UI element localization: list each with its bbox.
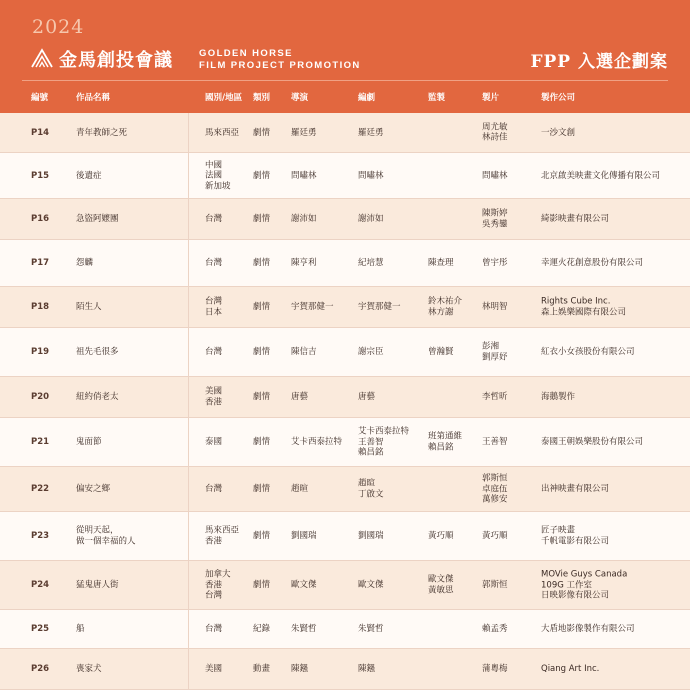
col-header-code: 編號 <box>31 93 49 103</box>
cell-director: 朱賢哲 <box>291 623 317 634</box>
cell-writer: 劉國瑞 <box>358 530 384 541</box>
table-row <box>0 418 690 467</box>
column-divider <box>188 328 189 377</box>
cell-writer: 謝宗臣 <box>358 346 384 357</box>
cell-type: 劇情 <box>253 483 271 494</box>
header-divider <box>22 80 668 81</box>
cell-producer: 林明智 <box>482 301 508 312</box>
column-divider <box>188 512 189 561</box>
cell-company: 出神映畫有限公司 <box>541 483 610 494</box>
cell-type: 劇情 <box>253 170 271 181</box>
cell-writer: 歐文傑 <box>358 579 384 590</box>
cell-writer: 羅廷勇 <box>358 127 384 138</box>
cell-producer: 蒲粵梅 <box>482 663 508 674</box>
cell-writer: 謝沛如 <box>358 213 384 224</box>
cell-region: 加拿大 香港 台灣 <box>205 569 231 601</box>
cell-company: MOVie Guys Canada 109G 工作室 日映影像有限公司 <box>541 569 628 601</box>
cell-region: 馬來西亞 香港 <box>205 525 240 546</box>
table-row <box>0 240 690 287</box>
cell-type: 劇情 <box>253 346 271 357</box>
cell-director: 問嘯林 <box>291 170 317 181</box>
cell-region: 台灣 <box>205 623 223 634</box>
table-row <box>0 377 690 418</box>
cell-director: 艾卡西泰拉特 <box>291 436 343 447</box>
cell-region: 美國 香港 <box>205 386 223 407</box>
cell-code: P15 <box>31 170 50 181</box>
title-chinese: 金馬創投會議 <box>59 50 173 71</box>
cell-code: P18 <box>31 301 50 312</box>
cell-name: 猛鬼唐人街 <box>76 579 119 590</box>
cell-code: P16 <box>31 213 50 224</box>
cell-company: Qiang Art Inc. <box>541 663 600 674</box>
cell-supervisor: 黃巧順 <box>428 530 454 541</box>
table-row <box>0 467 690 512</box>
col-header-supervisor: 監製 <box>428 93 446 103</box>
cell-type: 劇情 <box>253 530 271 541</box>
col-header-type: 類別 <box>253 93 271 103</box>
column-divider <box>188 610 189 649</box>
col-header-company: 製作公司 <box>541 93 576 103</box>
cell-code: P24 <box>31 579 50 590</box>
cell-producer: 陳斯婷 吳秀鑾 <box>482 208 508 229</box>
cell-director: 唐藝 <box>291 391 309 402</box>
cell-region: 馬來西亞 <box>205 127 240 138</box>
cell-writer: 趙暄 丁啟文 <box>358 478 384 499</box>
cell-region: 美國 <box>205 663 223 674</box>
title-english <box>199 48 361 72</box>
cell-producer: 周尤敏 林詩佳 <box>482 122 508 143</box>
cell-code: P23 <box>31 530 50 541</box>
table-row <box>0 287 690 328</box>
cell-region: 台灣 <box>205 257 223 268</box>
cell-writer: 宇賀那健一 <box>358 301 401 312</box>
cell-producer: 賴孟秀 <box>482 623 508 634</box>
fpp-badge: FPP 入選企劃案 <box>530 52 668 72</box>
column-divider <box>188 153 189 199</box>
cell-code: P25 <box>31 623 50 634</box>
cell-type: 劇情 <box>253 391 271 402</box>
table-row <box>0 113 690 153</box>
cell-company: 綺影映畫有限公司 <box>541 213 610 224</box>
cell-code: P26 <box>31 663 50 674</box>
cell-director: 羅廷勇 <box>291 127 317 138</box>
col-header-director: 導演 <box>291 93 309 103</box>
cell-name: 船 <box>76 623 85 634</box>
cell-type: 紀錄 <box>253 623 271 634</box>
cell-writer: 紀培慧 <box>358 257 384 268</box>
cell-supervisor: 歐文傑 黃敏思 <box>428 574 454 595</box>
cell-type: 劇情 <box>253 257 271 268</box>
table-row <box>0 512 690 561</box>
cell-name: 鬼面節 <box>76 436 102 447</box>
cell-director: 陳信吉 <box>291 346 317 357</box>
cell-name: 青年教師之死 <box>76 127 128 138</box>
cell-director: 歐文傑 <box>291 579 317 590</box>
cell-company: 幸運火花創意股份有限公司 <box>541 257 644 268</box>
cell-name: 偏安之鄉 <box>76 483 111 494</box>
cell-writer: 艾卡西泰拉特 王善智 賴昌銘 <box>358 426 410 458</box>
table-row <box>0 199 690 240</box>
cell-name: 祖先毛很多 <box>76 346 119 357</box>
table-row <box>0 328 690 377</box>
cell-name: 陌生人 <box>76 301 102 312</box>
cell-company: 紅衣小女孩股份有限公司 <box>541 346 635 357</box>
col-header-writer: 編劇 <box>358 93 376 103</box>
col-header-producer: 製片 <box>482 93 500 103</box>
cell-region: 台灣 <box>205 213 223 224</box>
title-english-line2: FILM PROJECT PROMOTION <box>199 60 361 71</box>
cell-name: 怨麟 <box>76 257 94 268</box>
cell-director: 宇賀那健一 <box>291 301 334 312</box>
cell-writer: 問嘯林 <box>358 170 384 181</box>
cell-company: 海鵝製作 <box>541 391 576 402</box>
cell-code: P17 <box>31 257 50 268</box>
cell-producer: 曾宇彤 <box>482 257 508 268</box>
cell-region: 泰國 <box>205 436 223 447</box>
cell-producer: 郭斯恒 <box>482 579 508 590</box>
cell-company: 北京啟美映畫文化傳播有限公司 <box>541 170 661 181</box>
table-row <box>0 561 690 610</box>
column-divider <box>188 561 189 610</box>
golden-horse-logo-icon <box>30 47 54 69</box>
cell-type: 動畫 <box>253 663 271 674</box>
cell-supervisor: 班第通維 賴昌銘 <box>428 431 463 452</box>
year-label: 2024 <box>32 16 85 38</box>
cell-code: P14 <box>31 127 50 138</box>
cell-writer: 朱賢哲 <box>358 623 384 634</box>
cell-type: 劇情 <box>253 579 271 590</box>
cell-region: 台灣 日本 <box>205 296 223 317</box>
cell-writer: 唐藝 <box>358 391 376 402</box>
column-divider <box>188 649 189 690</box>
table-row <box>0 610 690 649</box>
cell-director: 劉國瑞 <box>291 530 317 541</box>
cell-code: P20 <box>31 391 50 402</box>
column-divider <box>188 418 189 467</box>
cell-producer: 王善智 <box>482 436 508 447</box>
cell-type: 劇情 <box>253 301 271 312</box>
col-header-region: 國別/地區 <box>205 93 243 103</box>
cell-name: 後遺症 <box>76 170 102 181</box>
table-row <box>0 649 690 690</box>
cell-name: 急盜阿嬤團 <box>76 213 119 224</box>
cell-region: 台灣 <box>205 483 223 494</box>
cell-name: 從明天起， 做一個幸福的人 <box>76 525 136 546</box>
cell-region: 中國 法國 新加坡 <box>205 159 231 191</box>
cell-company: 一沙文創 <box>541 127 576 138</box>
cell-director: 謝沛如 <box>291 213 317 224</box>
column-divider <box>188 377 189 418</box>
header-banner <box>0 0 690 113</box>
cell-producer: 黃巧順 <box>482 530 508 541</box>
title-english-line1: GOLDEN HORSE <box>199 48 293 59</box>
cell-writer: 陳鏹 <box>358 663 376 674</box>
cell-type: 劇情 <box>253 436 271 447</box>
column-divider <box>188 287 189 328</box>
column-divider <box>188 113 189 153</box>
cell-producer: 問嘯林 <box>482 170 508 181</box>
cell-type: 劇情 <box>253 127 271 138</box>
cell-producer: 郭斯恒 卓庭伍 萬修安 <box>482 473 508 505</box>
cell-director: 趙暄 <box>291 483 309 494</box>
col-header-name: 作品名稱 <box>76 93 111 103</box>
cell-director: 陳亨利 <box>291 257 317 268</box>
cell-supervisor: 鈴木祐介 林方謝 <box>428 296 463 317</box>
cell-company: 匠子映畫 千帆電影有限公司 <box>541 525 610 546</box>
cell-name: 紐約俏老太 <box>76 391 119 402</box>
cell-company: 泰國王朝娛樂股份有限公司 <box>541 436 644 447</box>
table-row <box>0 153 690 199</box>
cell-company: 大盾地影像製作有限公司 <box>541 623 635 634</box>
cell-code: P22 <box>31 483 50 494</box>
cell-supervisor: 曾瀚賢 <box>428 346 454 357</box>
cell-producer: 李哲昕 <box>482 391 508 402</box>
cell-code: P19 <box>31 346 50 357</box>
column-divider <box>188 240 189 287</box>
cell-producer: 彭湘 劉厚妤 <box>482 341 508 362</box>
column-divider <box>188 199 189 240</box>
cell-code: P21 <box>31 436 50 447</box>
cell-name: 喪家犬 <box>76 663 102 674</box>
cell-company: Rights Cube Inc. 森上娛樂國際有限公司 <box>541 296 627 317</box>
cell-director: 陳鏹 <box>291 663 309 674</box>
cell-supervisor: 陳查理 <box>428 257 454 268</box>
cell-type: 劇情 <box>253 213 271 224</box>
cell-region: 台灣 <box>205 346 223 357</box>
column-divider <box>188 467 189 512</box>
